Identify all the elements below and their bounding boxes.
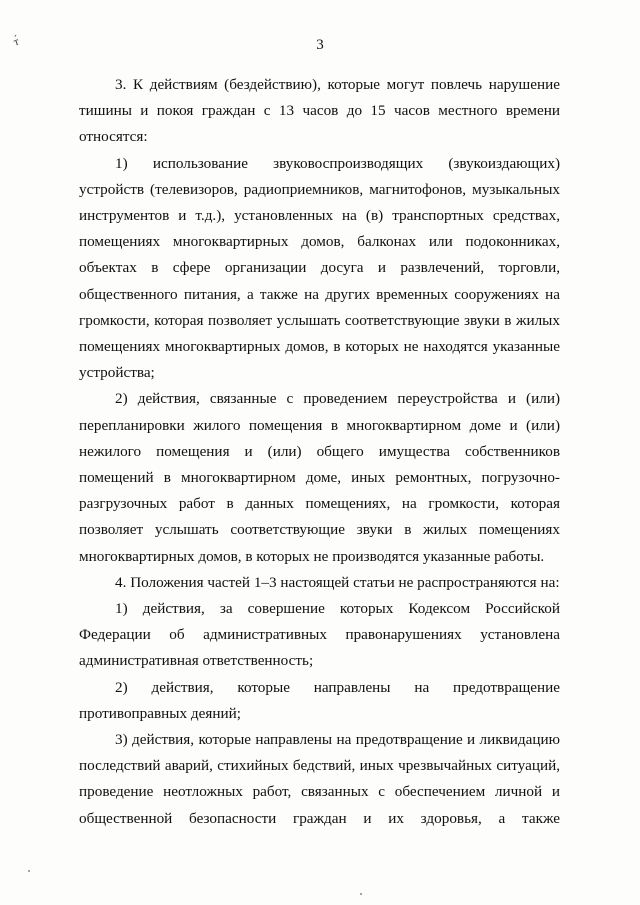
paragraph-4-item-1: 1) действия, за совершение которых Кодексом Российской Федерации об административных правонарушениях установлена административная ответственность; bbox=[79, 600, 560, 670]
scan-speck bbox=[28, 870, 30, 872]
scan-speck bbox=[360, 893, 362, 895]
paragraph-4-item-2: 2) действия, которые направлены на предотвращение противоправных деяний; bbox=[79, 678, 560, 722]
page-number: 3 bbox=[316, 37, 324, 53]
paragraph-4-item-3: 3) действия, которые направлены на предотвращение и ликвидацию последствий аварий, стихийных бедствий, иных чрезвычайных ситуаций, проведение неотложных работ, связанных с обеспечением личной и общественной безопасности граждан и их здоровья, а также bbox=[79, 731, 560, 827]
paragraph-4-intro: 4. Положения частей 1–3 настоящей статьи не распространяются на: bbox=[115, 573, 560, 591]
document-body bbox=[79, 72, 560, 832]
corner-mark: т́ bbox=[12, 35, 21, 49]
paragraph-3-item-1: 1) использование звуковоспроизводящих (звукоиздающих) устройств (телевизоров, радиоприемников, магнитофонов, музыкальных инструментов и т.д.), установленных на (в) транспортных средствах, помещениях многоквартирных домов, балконах или подоконниках, объектах в сфере организации досуга и развлечений, торговли, общественного питания, а также на других временных сооружениях на громкости, которая позволяет услышать соответствующие звуки в жилых помещениях многоквартирных домов, в которых не находятся указанные устройства; bbox=[79, 154, 560, 382]
paragraph-3-item-2: 2) действия, связанные с проведением переустройства и (или) перепланировки жилого помещения в многоквартирном доме и (или) нежилого помещения и (или) общего имущества собственников помещений в многоквартирном доме, иных ремонтных, погрузочно-разгрузочных работ в данных помещениях, на громкости, которая позволяет услышать соответствующие звуки в жилых помещениях многоквартирных домов, в которых не производятся указанные работы. bbox=[79, 390, 560, 565]
paragraph-3-intro: 3. К действиям (бездействию), которые могут повлечь нарушение тишины и покоя граждан с 13 часов до 15 часов местного времени относятся: bbox=[79, 76, 560, 146]
